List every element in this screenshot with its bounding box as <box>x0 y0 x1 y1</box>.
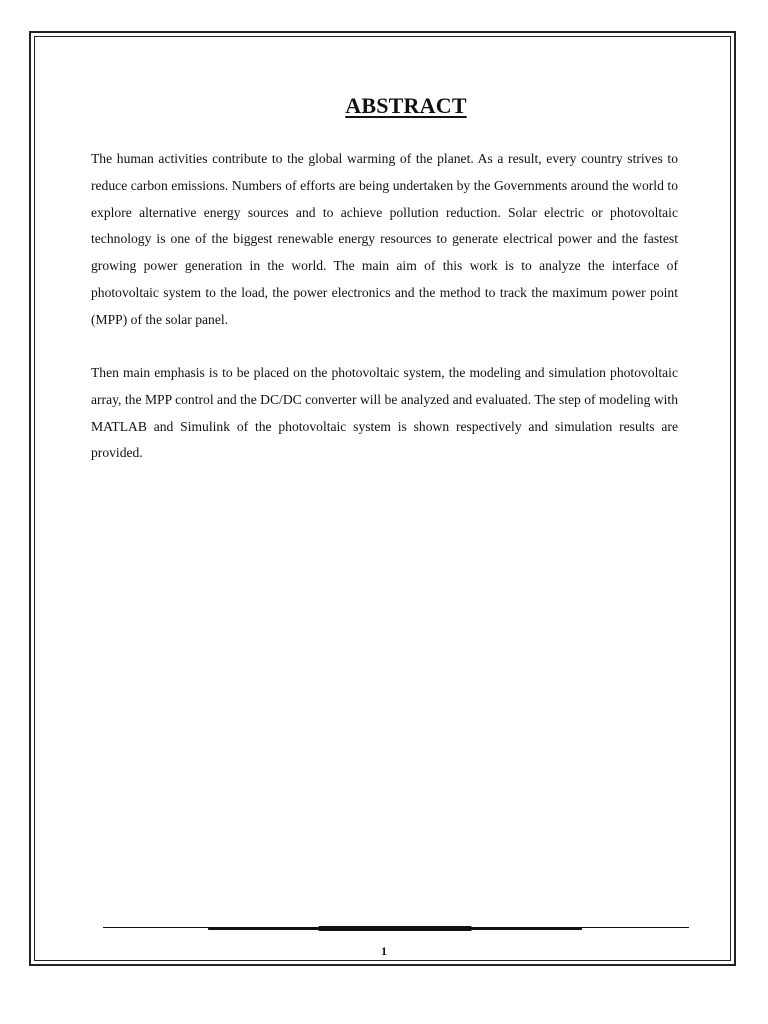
footer-divider-center <box>318 926 472 931</box>
page-number: 1 <box>381 944 387 958</box>
abstract-paragraph-2: Then main emphasis is to be placed on the photovoltaic system, the modeling and simulation photovoltaic array, the MPP control and the DC/DC converter will be analyzed and evaluated. The step of modeling with MATLAB and Simulink of the photovoltaic system is shown respectively and simulation results are provided. <box>91 365 678 461</box>
page-title: ABSTRACT <box>345 93 467 118</box>
abstract-paragraph-1: The human activities contribute to the global warming of the planet. As a result, every country strives to reduce carbon emissions. Numbers of efforts are being undertaken by the Governments around the world to explore alternative energy sources and to achieve pollution reduction. Solar electric or photovoltaic technology is one of the biggest renewable energy resources to generate electrical power and the fastest growing power generation in the world. The main aim of this work is to analyze the interface of photovoltaic system to the load, the power electronics and the method to track the maximum power point (MPP) of the solar panel. <box>91 151 678 327</box>
